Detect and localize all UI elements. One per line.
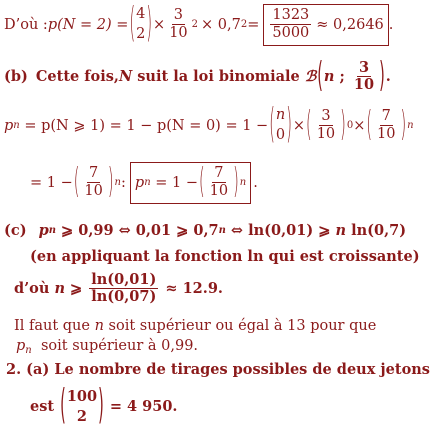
- fraction-3-10: [352, 60, 376, 94]
- line-conclusion-2: [16, 338, 198, 356]
- text: soit supérieur ou égal à 13 pour que: [103, 318, 377, 334]
- right-paren: ): [98, 384, 104, 429]
- left-paren: (: [73, 163, 80, 202]
- left-paren: (: [199, 163, 205, 202]
- fraction-3-10: [167, 8, 189, 42]
- variable-n: N: [118, 68, 133, 86]
- binom-stack: [136, 5, 145, 44]
- pn-expression: = p(N ⩾ 1) = 1 − p(N = 0) = 1 −: [19, 117, 269, 134]
- binom-stack: [276, 106, 285, 145]
- left-paren: (: [60, 384, 66, 429]
- line-pn-formula: [4, 103, 414, 148]
- right-paren: ): [107, 163, 114, 202]
- left-paren: (: [306, 106, 312, 145]
- expr: ⇔ ln(0,01) ⩾: [225, 222, 336, 239]
- line-justification: [30, 248, 420, 265]
- expr: = 1 −: [150, 174, 198, 191]
- prefix-text: D’où :: [4, 16, 48, 33]
- right-paren: ): [379, 57, 385, 96]
- expr: ln(0,7): [346, 222, 407, 239]
- frac-den: 10: [169, 24, 188, 41]
- line-probability-n2: [4, 4, 393, 46]
- fraction-1323-5000: [270, 8, 311, 42]
- item-label: 2. (a): [6, 361, 50, 378]
- p-expression: p(N = 2) =: [47, 16, 129, 33]
- binomial-100-2: [59, 384, 105, 429]
- frac-num: 3: [173, 7, 184, 23]
- line-pn-result: [30, 162, 258, 204]
- frac-num: 3: [321, 107, 331, 124]
- text: Cette fois,: [35, 68, 119, 86]
- frac-num: 7: [214, 165, 224, 181]
- exponent: n: [239, 177, 247, 189]
- approx: ≈ 12.9.: [160, 280, 223, 298]
- right-paren: ): [340, 106, 346, 145]
- var-n: n: [94, 318, 104, 334]
- result-box: [263, 4, 388, 46]
- left-paren: (: [366, 106, 373, 145]
- expr: = 4 950.: [104, 398, 178, 416]
- law-symbol: ℬ: [304, 68, 317, 86]
- expr: ⩾ 0,99 ⇔ 0,01 ⩾ 0,7: [55, 222, 219, 239]
- equals-sign: =: [247, 16, 260, 33]
- var-n: n: [54, 280, 65, 298]
- left-paren: (: [317, 57, 323, 96]
- exponent: n: [407, 120, 414, 132]
- separator: ;: [334, 68, 350, 86]
- period: .: [253, 174, 258, 191]
- binom-top: 4: [136, 6, 146, 23]
- exponent: n: [218, 225, 226, 236]
- frac-den: ln(0,07): [91, 287, 157, 305]
- result-box: [130, 162, 251, 204]
- line-binomial-law: [4, 57, 391, 96]
- left-paren: (: [269, 103, 275, 148]
- line-inequality: [4, 222, 406, 239]
- exponent: 2: [191, 19, 199, 31]
- approx-value: ≈ 0,2646: [316, 16, 384, 33]
- times-sign: ×: [353, 117, 366, 134]
- text: Il faut que: [14, 318, 95, 334]
- frac-den: 10: [353, 75, 375, 93]
- frac-num: 3: [358, 59, 370, 76]
- frac-den: 10: [316, 125, 336, 142]
- left-paren: (: [129, 2, 136, 48]
- binom-top: n: [275, 107, 286, 123]
- binom-top: 100: [66, 388, 98, 405]
- right-paren: ): [400, 106, 407, 145]
- fraction-ln: [89, 272, 158, 306]
- expr: = 1 −: [30, 174, 73, 191]
- text: est: [30, 398, 60, 416]
- pn-subscript: n: [48, 225, 56, 236]
- binom-bottom: 0: [275, 126, 286, 143]
- frac-num: 7: [381, 107, 391, 124]
- pn-symbol: p: [16, 338, 26, 354]
- pn-symbol: p: [38, 222, 49, 239]
- exponent: 2: [240, 19, 248, 31]
- period: .: [388, 16, 394, 33]
- frac-den: 10: [209, 182, 229, 199]
- fraction-7-10: [375, 109, 397, 143]
- frac-num: 1323: [272, 7, 310, 23]
- pn-symbol: p: [4, 117, 14, 134]
- frac-den: 10: [84, 182, 103, 199]
- period: .: [385, 68, 391, 86]
- line-combinations: [30, 384, 178, 429]
- colon: :: [121, 174, 126, 191]
- right-paren: ): [146, 2, 153, 48]
- geq: ⩾: [65, 280, 88, 298]
- line-question-2a: [6, 361, 430, 378]
- exponent: n: [114, 177, 121, 189]
- text: (en appliquant la fonction ln qui est croissante): [30, 248, 420, 265]
- binomial-n-0: [268, 103, 293, 148]
- binom-bottom: 2: [76, 407, 87, 425]
- item-label: (c): [4, 222, 27, 239]
- prefix: d’où: [14, 280, 55, 298]
- right-paren: ): [286, 103, 292, 148]
- text: soit supérieur à 0,99.: [31, 338, 199, 354]
- text: suit la loi binomiale: [132, 68, 305, 86]
- pn-subscript: n: [13, 120, 20, 132]
- fraction-3-10: [315, 109, 337, 143]
- line-result-n: [14, 272, 223, 306]
- times-expr: × 0,7: [201, 16, 241, 33]
- times-sign: ×: [292, 117, 306, 134]
- frac-num: ln(0,01): [91, 271, 157, 288]
- fraction-7-10: [82, 166, 104, 200]
- pn-symbol: p: [134, 174, 145, 191]
- times-sign: ×: [153, 16, 166, 33]
- item-label: (b): [4, 68, 28, 86]
- frac-den: 5000: [272, 24, 310, 41]
- param-n: n: [323, 68, 335, 86]
- binom-bottom: 2: [136, 25, 146, 42]
- line-conclusion-1: [14, 318, 376, 334]
- frac-den: 10: [377, 125, 396, 142]
- fraction-7-10: [208, 166, 230, 200]
- var-n: n: [335, 222, 347, 239]
- exponent: 0: [346, 120, 354, 132]
- pn-subscript: n: [25, 345, 32, 356]
- right-paren: ): [233, 163, 239, 202]
- binom-stack: [67, 387, 97, 426]
- binomial-4-2: [128, 2, 153, 48]
- pn-subscript: n: [144, 177, 151, 189]
- frac-num: 7: [89, 165, 99, 181]
- text: Le nombre de tirages possibles de deux jetons: [49, 361, 430, 378]
